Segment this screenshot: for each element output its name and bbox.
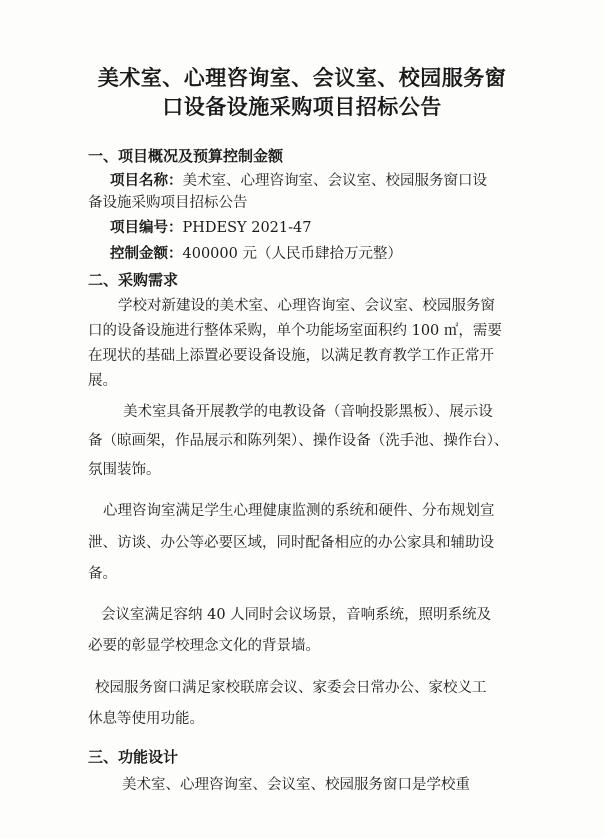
- function-design-p1-line-1: 美术室、心理咨询室、会议室、校园服务窗口是学校重: [122, 777, 470, 793]
- document-title-line-1: 美术室、心理咨询室、会议室、校园服务窗: [97, 66, 507, 90]
- project-number-value: PHDESY 2021-47: [182, 220, 312, 236]
- project-name-line-2: 备设施采购项目招标公告: [88, 195, 248, 211]
- section-1-heading: 一、项目概况及预算控制金额: [88, 147, 284, 165]
- project-number-line: [110, 218, 550, 238]
- requirement-p1-line-4: 展。: [88, 373, 117, 389]
- requirement-p1-line-2: 口的设备设施进行整体采购，单个功能场室面积约 100 ㎡，需要: [88, 323, 502, 339]
- document-title-line-2: 口设备设施采购项目招标公告: [162, 95, 442, 119]
- requirement-p3-line-2: 泄、访谈、办公等必要区域，同时配备相应的办公家具和辅助设: [88, 535, 494, 551]
- budget-line: [110, 244, 550, 264]
- requirement-p2-line-3: 氛围装饰。: [88, 462, 161, 478]
- requirement-p1-line-3: 在现状的基础上添置必要设备设施，以满足教育教学工作正常开: [88, 348, 494, 364]
- project-name-label: 项目名称：: [110, 173, 183, 189]
- section-2-heading: 二、采购需求: [88, 271, 179, 289]
- project-number-label: 项目编号：: [110, 220, 183, 236]
- requirement-p5-line-1: 校园服务窗口满足家校联席会议、家委会日常办公、家校义工: [95, 680, 487, 696]
- requirement-p2-line-1: 美术室具备开展教学的电教设备（音响投影黑板）、展示设: [123, 404, 493, 420]
- requirement-p4-line-2: 必要的彰显学校理念文化的背景墙。: [88, 638, 320, 654]
- project-name-value: 美术室、心理咨询室、会议室、校园服务窗口设: [182, 173, 487, 189]
- requirement-p5-line-2: 休息等使用功能。: [88, 711, 204, 727]
- section-3-heading: 三、功能设计: [88, 748, 179, 766]
- project-name-line-1: [110, 171, 550, 191]
- requirement-p4-line-1: 会议室满足容纳 40 人同时会议场景，音响系统，照明系统及: [101, 607, 492, 623]
- budget-value: 400000 元（人民币肆拾万元整）: [182, 246, 402, 262]
- budget-label: 控制金额：: [110, 246, 183, 262]
- requirement-p3-line-1: 心理咨询室满足学生心理健康监测的系统和硬件、分布规划宣: [103, 503, 495, 519]
- requirement-p3-line-3: 备。: [88, 566, 117, 582]
- requirement-p2-line-2: 备（晾画架，作品展示和陈列架）、操作设备（洗手池、操作台）、: [88, 433, 509, 449]
- requirement-p1-line-1: 学校对新建设的美术室、心理咨询室、会议室、校园服务窗: [118, 298, 495, 314]
